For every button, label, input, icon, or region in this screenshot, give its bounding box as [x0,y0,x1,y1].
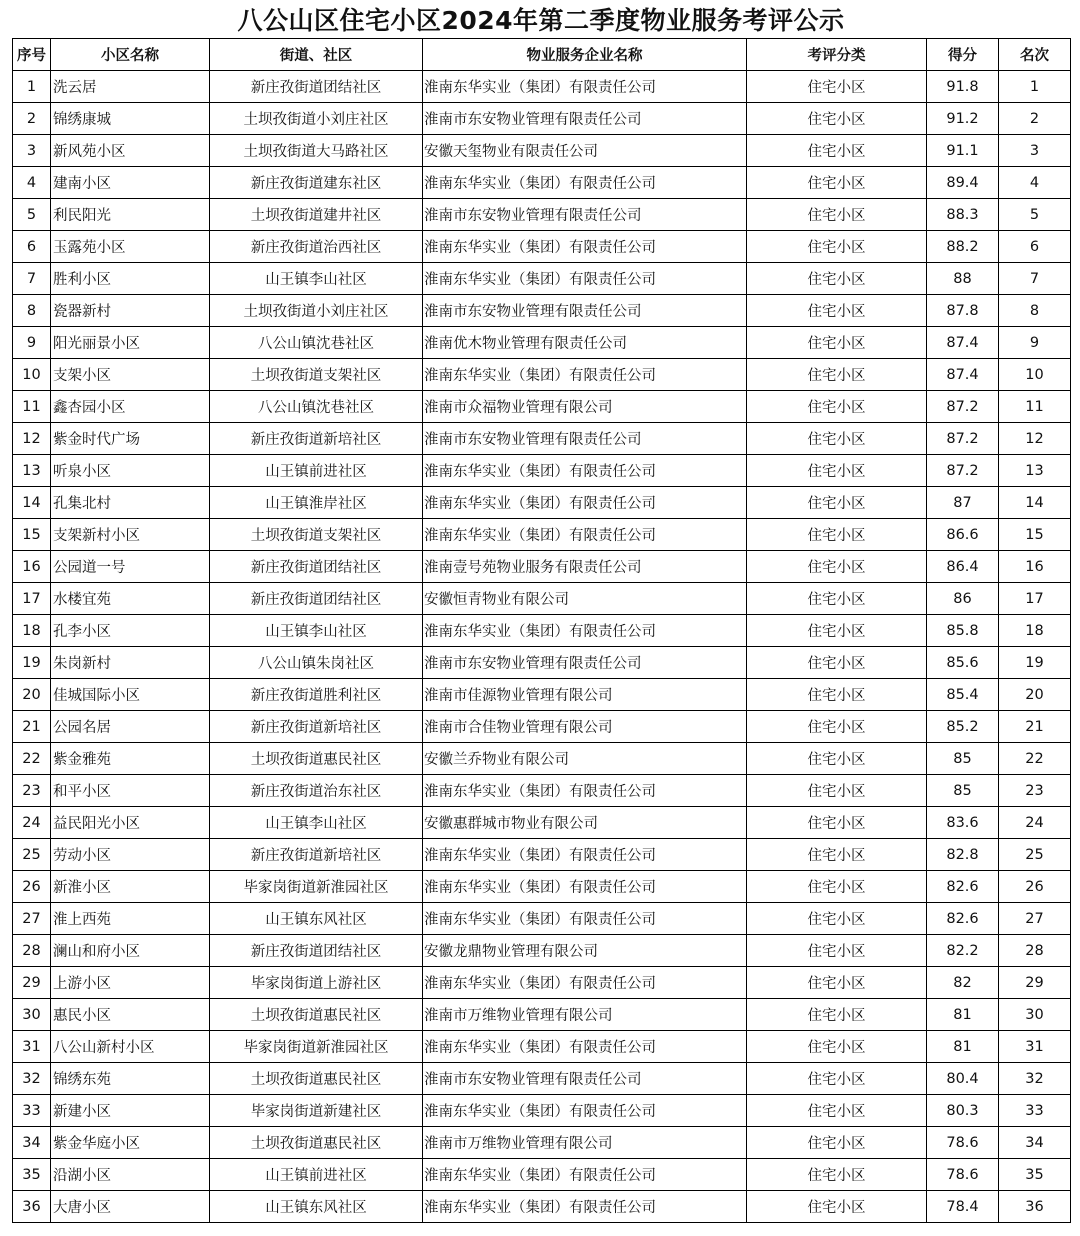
cell-index: 28 [13,935,51,967]
cell-company: 淮南东华实业（集团）有限责任公司 [423,359,747,391]
cell-category: 住宅小区 [747,359,927,391]
cell-category: 住宅小区 [747,583,927,615]
cell-rank: 22 [999,743,1071,775]
cell-community: 建南小区 [51,167,210,199]
cell-rank: 34 [999,1127,1071,1159]
table-row [13,551,1071,583]
cell-category: 住宅小区 [747,679,927,711]
cell-company: 淮南壹号苑物业服务有限责任公司 [423,551,747,583]
cell-community: 紫金雅苑 [51,743,210,775]
cell-community: 公园名居 [51,711,210,743]
cell-category: 住宅小区 [747,327,927,359]
cell-company: 淮南市东安物业管理有限责任公司 [423,423,747,455]
cell-community: 大唐小区 [51,1191,210,1223]
cell-category: 住宅小区 [747,167,927,199]
cell-score: 87.2 [927,423,999,455]
cell-street: 毕家岗街道新建社区 [210,1095,423,1127]
cell-score: 87.2 [927,455,999,487]
cell-street: 土坝孜街道惠民社区 [210,1063,423,1095]
cell-rank: 16 [999,551,1071,583]
cell-community: 佳城国际小区 [51,679,210,711]
cell-community: 孔李小区 [51,615,210,647]
cell-rank: 5 [999,199,1071,231]
cell-company: 淮南市东安物业管理有限责任公司 [423,199,747,231]
cell-community: 瓷器新村 [51,295,210,327]
cell-street: 新庄孜街道团结社区 [210,71,423,103]
cell-category: 住宅小区 [747,71,927,103]
cell-rank: 33 [999,1095,1071,1127]
cell-index: 20 [13,679,51,711]
cell-score: 81 [927,1031,999,1063]
table-row [13,871,1071,903]
table-row [13,807,1071,839]
cell-community: 沿湖小区 [51,1159,210,1191]
cell-street: 新庄孜街道团结社区 [210,551,423,583]
cell-index: 36 [13,1191,51,1223]
cell-company: 淮南东华实业（集团）有限责任公司 [423,231,747,263]
cell-street: 山王镇东风社区 [210,1191,423,1223]
page-title: 八公山区住宅小区2024年第二季度物业服务考评公示 [237,6,845,35]
cell-category: 住宅小区 [747,1031,927,1063]
evaluation-table [12,38,1071,1223]
table-row [13,679,1071,711]
cell-score: 88 [927,263,999,295]
cell-category: 住宅小区 [747,903,927,935]
cell-index: 30 [13,999,51,1031]
cell-index: 21 [13,711,51,743]
cell-score: 78.6 [927,1127,999,1159]
cell-score: 85 [927,743,999,775]
cell-street: 新庄孜街道新培社区 [210,711,423,743]
cell-community: 阳光丽景小区 [51,327,210,359]
cell-company: 淮南东华实业（集团）有限责任公司 [423,455,747,487]
cell-street: 新庄孜街道团结社区 [210,935,423,967]
cell-score: 78.4 [927,1191,999,1223]
cell-company: 淮南市东安物业管理有限责任公司 [423,103,747,135]
cell-category: 住宅小区 [747,647,927,679]
cell-company: 淮南东华实业（集团）有限责任公司 [423,615,747,647]
cell-rank: 17 [999,583,1071,615]
cell-street: 新庄孜街道治东社区 [210,775,423,807]
cell-street: 新庄孜街道新培社区 [210,839,423,871]
table-row [13,487,1071,519]
cell-category: 住宅小区 [747,775,927,807]
cell-category: 住宅小区 [747,423,927,455]
cell-index: 32 [13,1063,51,1095]
cell-index: 13 [13,455,51,487]
cell-index: 19 [13,647,51,679]
cell-community: 孔集北村 [51,487,210,519]
cell-company: 淮南东华实业（集团）有限责任公司 [423,263,747,295]
cell-index: 1 [13,71,51,103]
cell-index: 3 [13,135,51,167]
cell-score: 80.3 [927,1095,999,1127]
cell-street: 新庄孜街道新培社区 [210,423,423,455]
cell-company: 安徽惠群城市物业有限公司 [423,807,747,839]
table-row [13,1159,1071,1191]
cell-score: 87.4 [927,327,999,359]
cell-category: 住宅小区 [747,487,927,519]
table-row [13,999,1071,1031]
cell-company: 淮南优木物业管理有限责任公司 [423,327,747,359]
cell-score: 82.8 [927,839,999,871]
cell-index: 11 [13,391,51,423]
cell-category: 住宅小区 [747,231,927,263]
header-index: 序号 [13,39,51,71]
table-row [13,711,1071,743]
cell-community: 锦绣东苑 [51,1063,210,1095]
cell-community: 惠民小区 [51,999,210,1031]
cell-community: 劳动小区 [51,839,210,871]
cell-index: 35 [13,1159,51,1191]
cell-index: 8 [13,295,51,327]
cell-company: 淮南东华实业（集团）有限责任公司 [423,1159,747,1191]
cell-category: 住宅小区 [747,711,927,743]
cell-company: 淮南市佳源物业管理有限公司 [423,679,747,711]
table-row [13,103,1071,135]
cell-category: 住宅小区 [747,551,927,583]
cell-street: 土坝孜街道支架社区 [210,359,423,391]
cell-street: 土坝孜街道支架社区 [210,519,423,551]
cell-index: 12 [13,423,51,455]
cell-index: 17 [13,583,51,615]
cell-street: 山王镇东风社区 [210,903,423,935]
cell-index: 15 [13,519,51,551]
cell-score: 82.2 [927,935,999,967]
cell-company: 淮南市合佳物业管理有限公司 [423,711,747,743]
cell-category: 住宅小区 [747,1095,927,1127]
cell-rank: 29 [999,967,1071,999]
cell-index: 25 [13,839,51,871]
cell-community: 洗云居 [51,71,210,103]
table-row [13,967,1071,999]
table-row [13,167,1071,199]
cell-rank: 4 [999,167,1071,199]
cell-score: 80.4 [927,1063,999,1095]
cell-rank: 35 [999,1159,1071,1191]
cell-company: 淮南东华实业（集团）有限责任公司 [423,1031,747,1063]
cell-category: 住宅小区 [747,1127,927,1159]
cell-street: 土坝孜街道惠民社区 [210,999,423,1031]
cell-score: 91.8 [927,71,999,103]
cell-community: 水楼宜苑 [51,583,210,615]
cell-street: 新庄孜街道建东社区 [210,167,423,199]
cell-community: 紫金时代广场 [51,423,210,455]
cell-score: 87.2 [927,391,999,423]
cell-score: 86 [927,583,999,615]
table-row [13,935,1071,967]
table-row [13,71,1071,103]
cell-category: 住宅小区 [747,1159,927,1191]
cell-category: 住宅小区 [747,103,927,135]
cell-index: 31 [13,1031,51,1063]
cell-street: 山王镇李山社区 [210,807,423,839]
header-category: 考评分类 [747,39,927,71]
header-street: 街道、社区 [210,39,423,71]
cell-rank: 13 [999,455,1071,487]
cell-rank: 6 [999,231,1071,263]
cell-street: 土坝孜街道惠民社区 [210,1127,423,1159]
table-row [13,519,1071,551]
cell-rank: 32 [999,1063,1071,1095]
cell-company: 淮南东华实业（集团）有限责任公司 [423,967,747,999]
cell-community: 朱岗新村 [51,647,210,679]
table-row [13,423,1071,455]
cell-rank: 21 [999,711,1071,743]
cell-street: 八公山镇沈巷社区 [210,327,423,359]
cell-rank: 25 [999,839,1071,871]
cell-rank: 1 [999,71,1071,103]
cell-rank: 12 [999,423,1071,455]
cell-rank: 8 [999,295,1071,327]
cell-street: 山王镇前进社区 [210,1159,423,1191]
cell-category: 住宅小区 [747,807,927,839]
cell-score: 85.4 [927,679,999,711]
header-score: 得分 [927,39,999,71]
cell-score: 87.4 [927,359,999,391]
cell-category: 住宅小区 [747,967,927,999]
cell-score: 85.6 [927,647,999,679]
cell-score: 82 [927,967,999,999]
cell-category: 住宅小区 [747,1063,927,1095]
cell-category: 住宅小区 [747,743,927,775]
table-row [13,1095,1071,1127]
cell-street: 山王镇李山社区 [210,615,423,647]
cell-company: 安徽兰乔物业有限公司 [423,743,747,775]
cell-street: 新庄孜街道胜利社区 [210,679,423,711]
cell-category: 住宅小区 [747,615,927,647]
cell-street: 毕家岗街道上游社区 [210,967,423,999]
header-company: 物业服务企业名称 [423,39,747,71]
table-row [13,743,1071,775]
cell-rank: 10 [999,359,1071,391]
cell-index: 9 [13,327,51,359]
cell-street: 新庄孜街道团结社区 [210,583,423,615]
cell-company: 淮南东华实业（集团）有限责任公司 [423,71,747,103]
cell-index: 22 [13,743,51,775]
cell-category: 住宅小区 [747,199,927,231]
cell-company: 淮南市东安物业管理有限责任公司 [423,647,747,679]
cell-score: 87 [927,487,999,519]
cell-index: 6 [13,231,51,263]
cell-score: 82.6 [927,903,999,935]
cell-rank: 19 [999,647,1071,679]
cell-community: 紫金华庭小区 [51,1127,210,1159]
table-row [13,1063,1071,1095]
cell-category: 住宅小区 [747,455,927,487]
cell-community: 支架新村小区 [51,519,210,551]
cell-street: 土坝孜街道惠民社区 [210,743,423,775]
cell-street: 土坝孜街道建井社区 [210,199,423,231]
table-row [13,1191,1071,1223]
table-row [13,263,1071,295]
cell-street: 毕家岗街道新淮园社区 [210,871,423,903]
table-row [13,231,1071,263]
cell-company: 淮南市万维物业管理有限公司 [423,999,747,1031]
cell-community: 新风苑小区 [51,135,210,167]
cell-rank: 3 [999,135,1071,167]
cell-index: 10 [13,359,51,391]
cell-rank: 20 [999,679,1071,711]
cell-street: 土坝孜街道小刘庄社区 [210,103,423,135]
cell-company: 淮南市万维物业管理有限公司 [423,1127,747,1159]
cell-company: 安徽恒青物业有限公司 [423,583,747,615]
cell-score: 85 [927,775,999,807]
cell-rank: 18 [999,615,1071,647]
cell-community: 听泉小区 [51,455,210,487]
table-header-row [13,39,1071,71]
cell-rank: 2 [999,103,1071,135]
cell-community: 上游小区 [51,967,210,999]
cell-index: 34 [13,1127,51,1159]
cell-score: 91.2 [927,103,999,135]
cell-community: 淮上西苑 [51,903,210,935]
cell-community: 澜山和府小区 [51,935,210,967]
cell-rank: 36 [999,1191,1071,1223]
header-rank: 名次 [999,39,1071,71]
cell-index: 16 [13,551,51,583]
cell-score: 88.2 [927,231,999,263]
cell-index: 5 [13,199,51,231]
cell-rank: 31 [999,1031,1071,1063]
table-row [13,1127,1071,1159]
cell-community: 新建小区 [51,1095,210,1127]
cell-score: 81 [927,999,999,1031]
cell-company: 淮南东华实业（集团）有限责任公司 [423,775,747,807]
cell-street: 毕家岗街道新淮园社区 [210,1031,423,1063]
table-row [13,359,1071,391]
cell-company: 淮南东华实业（集团）有限责任公司 [423,519,747,551]
cell-community: 公园道一号 [51,551,210,583]
cell-company: 淮南东华实业（集团）有限责任公司 [423,487,747,519]
cell-index: 26 [13,871,51,903]
cell-company: 淮南市东安物业管理有限责任公司 [423,295,747,327]
table-body [13,71,1071,1223]
table-row [13,1031,1071,1063]
cell-rank: 28 [999,935,1071,967]
cell-score: 87.8 [927,295,999,327]
cell-category: 住宅小区 [747,391,927,423]
cell-score: 78.6 [927,1159,999,1191]
table-row [13,839,1071,871]
cell-street: 土坝孜街道大马路社区 [210,135,423,167]
cell-company: 安徽龙鼎物业管理有限公司 [423,935,747,967]
cell-rank: 11 [999,391,1071,423]
cell-rank: 23 [999,775,1071,807]
cell-company: 淮南东华实业（集团）有限责任公司 [423,871,747,903]
cell-company: 淮南东华实业（集团）有限责任公司 [423,1191,747,1223]
cell-company: 淮南东华实业（集团）有限责任公司 [423,1095,747,1127]
cell-community: 益民阳光小区 [51,807,210,839]
cell-index: 14 [13,487,51,519]
cell-community: 鑫杏园小区 [51,391,210,423]
cell-category: 住宅小区 [747,935,927,967]
table-row [13,327,1071,359]
cell-category: 住宅小区 [747,135,927,167]
cell-index: 33 [13,1095,51,1127]
cell-index: 18 [13,615,51,647]
table-row [13,775,1071,807]
cell-rank: 30 [999,999,1071,1031]
cell-rank: 26 [999,871,1071,903]
cell-community: 胜利小区 [51,263,210,295]
cell-index: 24 [13,807,51,839]
cell-community: 锦绣康城 [51,103,210,135]
cell-rank: 15 [999,519,1071,551]
cell-index: 2 [13,103,51,135]
table-row [13,199,1071,231]
cell-category: 住宅小区 [747,263,927,295]
cell-score: 86.6 [927,519,999,551]
cell-street: 山王镇李山社区 [210,263,423,295]
cell-street: 山王镇淮岸社区 [210,487,423,519]
cell-company: 淮南东华实业（集团）有限责任公司 [423,839,747,871]
cell-company: 淮南东华实业（集团）有限责任公司 [423,903,747,935]
cell-rank: 27 [999,903,1071,935]
table-row [13,295,1071,327]
cell-rank: 7 [999,263,1071,295]
cell-index: 4 [13,167,51,199]
cell-community: 八公山新村小区 [51,1031,210,1063]
cell-rank: 24 [999,807,1071,839]
table-row [13,647,1071,679]
cell-score: 88.3 [927,199,999,231]
cell-score: 83.6 [927,807,999,839]
cell-company: 淮南市东安物业管理有限责任公司 [423,1063,747,1095]
cell-score: 85.2 [927,711,999,743]
cell-company: 淮南市众福物业管理有限公司 [423,391,747,423]
cell-community: 和平小区 [51,775,210,807]
cell-street: 山王镇前进社区 [210,455,423,487]
table-row [13,583,1071,615]
cell-score: 91.1 [927,135,999,167]
cell-score: 85.8 [927,615,999,647]
cell-category: 住宅小区 [747,519,927,551]
cell-index: 27 [13,903,51,935]
cell-index: 29 [13,967,51,999]
cell-score: 86.4 [927,551,999,583]
cell-category: 住宅小区 [747,999,927,1031]
cell-company: 淮南东华实业（集团）有限责任公司 [423,167,747,199]
table-row [13,391,1071,423]
cell-category: 住宅小区 [747,295,927,327]
table-row [13,135,1071,167]
cell-rank: 14 [999,487,1071,519]
cell-index: 23 [13,775,51,807]
table-row [13,903,1071,935]
cell-street: 八公山镇朱岗社区 [210,647,423,679]
cell-community: 利民阳光 [51,199,210,231]
cell-street: 新庄孜街道治西社区 [210,231,423,263]
cell-community: 新淮小区 [51,871,210,903]
cell-index: 7 [13,263,51,295]
cell-category: 住宅小区 [747,839,927,871]
cell-community: 玉露苑小区 [51,231,210,263]
table-row [13,455,1071,487]
cell-street: 八公山镇沈巷社区 [210,391,423,423]
cell-community: 支架小区 [51,359,210,391]
cell-company: 安徽天玺物业有限责任公司 [423,135,747,167]
cell-score: 82.6 [927,871,999,903]
cell-category: 住宅小区 [747,871,927,903]
cell-score: 89.4 [927,167,999,199]
cell-category: 住宅小区 [747,1191,927,1223]
cell-street: 土坝孜街道小刘庄社区 [210,295,423,327]
cell-rank: 9 [999,327,1071,359]
header-community: 小区名称 [51,39,210,71]
table-row [13,615,1071,647]
